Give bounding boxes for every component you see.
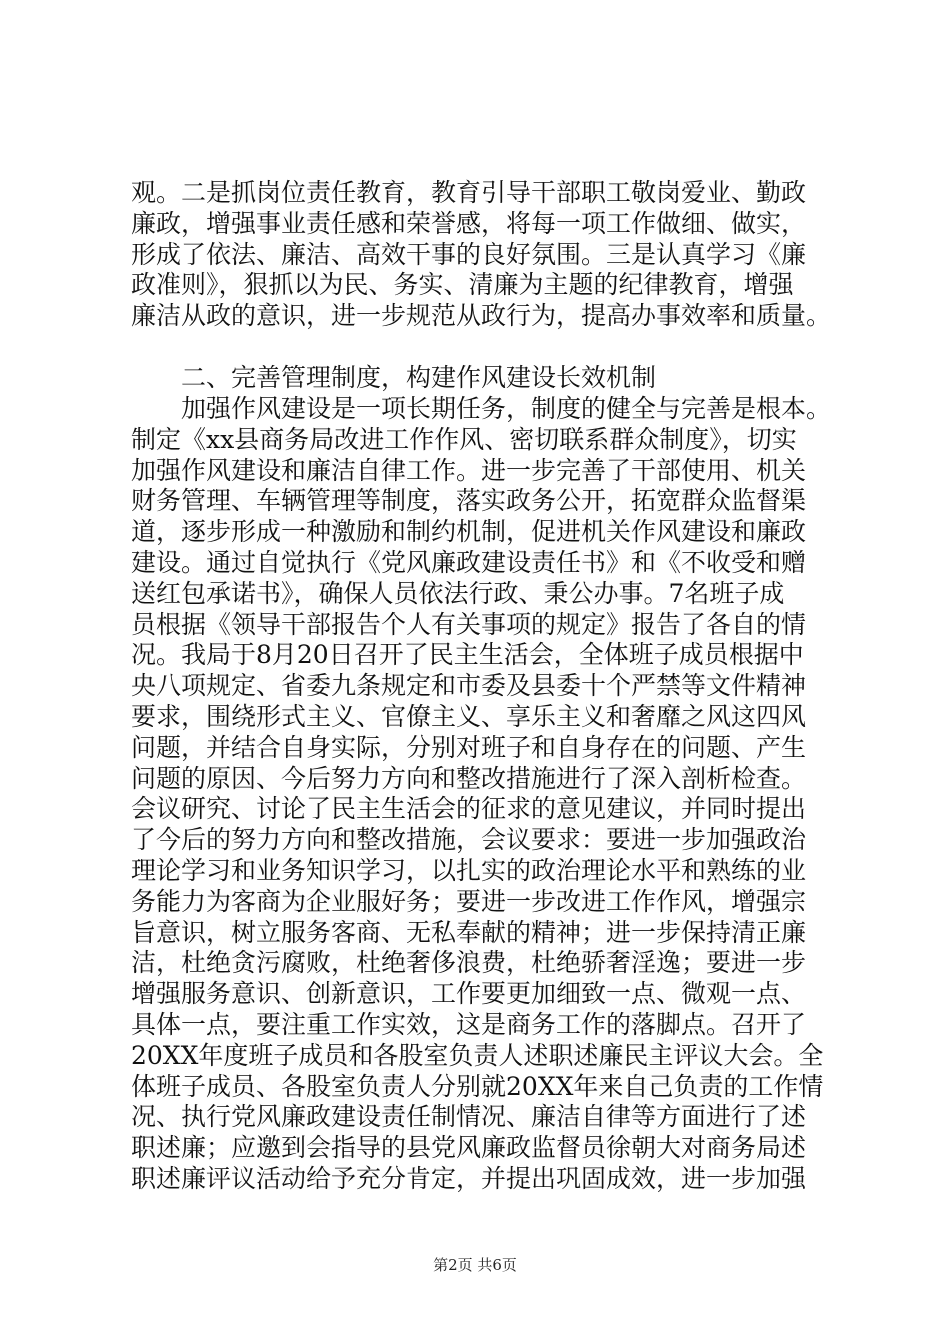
para2-line: 职述廉；应邀到会指导的县党风廉政监督员徐朝大对商务局述 <box>131 1133 807 1163</box>
para2-line: 财务管理、车辆管理等制度，落实政务公开，拓宽群众监督渠 <box>131 486 807 516</box>
para2-line: 体班子成员、各股室负责人分别就20XX年来自己负责的工作情 <box>131 1071 824 1101</box>
para2-line: 建设。通过自觉执行《党风廉政建设责任书》和《不收受和赠 <box>131 548 807 577</box>
para2-line: 了今后的努力方向和整改措施，会议要求：要进一步加强政治 <box>131 825 807 855</box>
para1-line: 廉政，增强事业责任感和荣誉感，将每一项工作做细、做实， <box>131 208 807 238</box>
para2-line: 问题的原因、今后努力方向和整改措施进行了深入剖析检查。 <box>131 763 807 793</box>
para2-line: 职述廉评议活动给予充分肯定，并提出巩固成效，进一步加强 <box>131 1164 807 1193</box>
para2-line: 况、执行党风廉政建设责任制情况、廉洁自律等方面进行了述 <box>131 1102 807 1132</box>
para2-line: 况。我局于8月20日召开了民主生活会，全体班子成员根据中 <box>131 640 804 670</box>
para2-line: 制定《xx县商务局改进工作作风、密切联系群众制度》，切实 <box>131 424 797 454</box>
para2-line: 要求，围绕形式主义、官僚主义、享乐主义和奢靡之风这四风 <box>131 702 807 731</box>
para2-line: 员根据《领导干部报告个人有关事项的规定》报告了各自的情 <box>131 609 807 639</box>
para1-line: 廉洁从政的意识，进一步规范从政行为，提高办事效率和质量。 <box>131 301 832 331</box>
para2-line: 送红包承诺书》，确保人员依法行政、秉公办事。7名班子成 <box>131 578 785 608</box>
para2-line: 具体一点，要注重工作实效，这是商务工作的落脚点。召开了 <box>131 1010 807 1039</box>
para2-line: 理论学习和业务知识学习，以扎实的政治理论水平和熟练的业 <box>131 856 807 885</box>
para1-line: 观。二是抓岗位责任教育，教育引导干部职工敬岗爱业、勤政 <box>131 178 807 207</box>
para2-line: 增强服务意识、创新意识，工作要更加细致一点、微观一点、 <box>131 979 807 1009</box>
para2-line: 务能力为客商为企业服好务；要进一步改进工作作风，增强宗 <box>131 886 807 916</box>
para2-line: 会议研究、讨论了民主生活会的征求的意见建议，并同时提出 <box>131 794 807 824</box>
para2-line: 问题，并结合自身实际，分别对班子和自身存在的问题、产生 <box>131 732 807 762</box>
para2-line: 央八项规定、省委九条规定和市委及县委十个严禁等文件精神 <box>131 671 807 701</box>
para1-line: 形成了依法、廉洁、高效干事的良好氛围。三是认真学习《廉 <box>131 239 807 269</box>
para2-line: 旨意识，树立服务客商、无私奉献的精神；进一步保持清正廉 <box>131 917 807 947</box>
para2-line: 20XX年度班子成员和各股室负责人述职述廉民主评议大会。全 <box>131 1040 824 1070</box>
para2-line: 加强作风建设是一项长期任务，制度的健全与完善是根本。 <box>181 394 832 423</box>
page-footer: 第2页 共6页 <box>433 1256 517 1274</box>
section-heading: 二、完善管理制度，构建作风建设长效机制 <box>181 363 657 392</box>
para2-line: 道，逐步形成一种激励和制约机制，促进机关作风建设和廉政 <box>131 517 807 547</box>
para1-line: 政准则》，狠抓以为民、务实、清廉为主题的纪律教育，增强 <box>131 270 794 300</box>
para2-line: 加强作风建设和廉洁自律工作。进一步完善了干部使用、机关 <box>131 455 807 485</box>
para2-line: 洁，杜绝贪污腐败，杜绝奢侈浪费，杜绝骄奢淫逸；要进一步 <box>131 948 807 978</box>
